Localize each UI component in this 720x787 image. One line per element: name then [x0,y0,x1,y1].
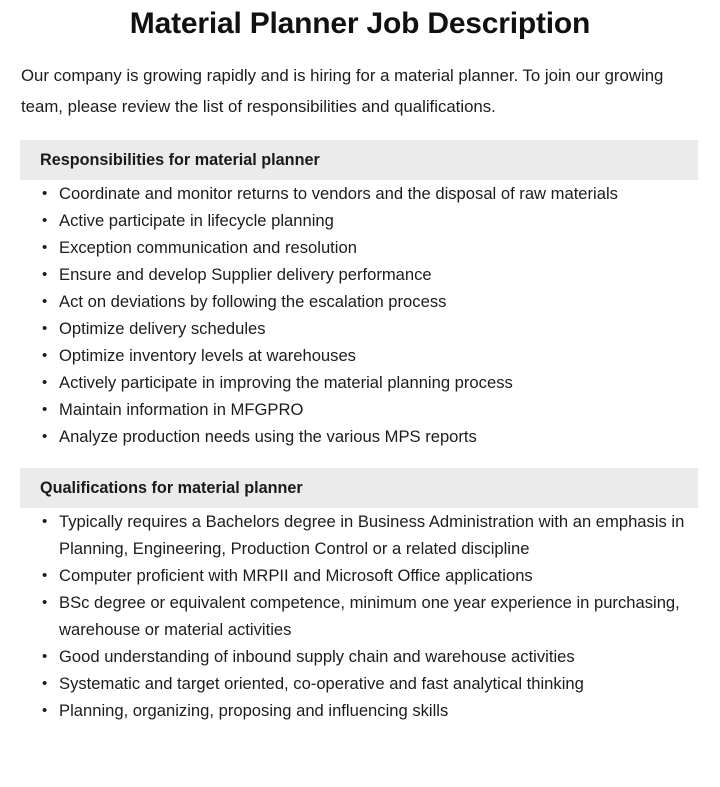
list-item: • Computer proficient with MRPII and Microsoft Office applications [0,562,720,589]
responsibilities-list [0,180,720,450]
list-item: • Systematic and target oriented, co-operative and fast analytical thinking [0,670,720,697]
page-title: Material Planner Job Description [129,7,591,40]
list-item: • Optimize delivery schedules [0,315,720,342]
responsibilities-section [0,140,720,450]
list-item: • Coordinate and monitor returns to vendors and the disposal of raw materials [0,180,720,207]
list-item: • Ensure and develop Supplier delivery performance [0,261,720,288]
list-item: • BSc degree or equivalent competence, minimum one year experience in purchasing, warehouse or material activities [0,589,720,643]
list-item: • Exception communication and resolution [0,234,720,261]
qualifications-header-wrap [0,468,720,508]
list-item: • Actively participate in improving the material planning process [0,369,720,396]
list-item: • Act on deviations by following the escalation process [0,288,720,315]
list-item: • Good understanding of inbound supply chain and warehouse activities [0,643,720,670]
intro-paragraph: Our company is growing rapidly and is hiring for a material planner. To join our growing team, please review the list of responsibilities and qualifications. [21,66,664,116]
qualifications-list [0,508,720,724]
section-header-qualifications: Qualifications for material planner [20,468,698,508]
responsibilities-header-wrap [0,140,720,180]
list-item: • Typically requires a Bachelors degree in Business Administration with an emphasis in Planning, Engineering, Production Control or a related discipline [0,508,720,562]
section-header-responsibilities: Responsibilities for material planner [20,140,698,180]
list-item: • Planning, organizing, proposing and influencing skills [0,697,720,724]
list-item: • Analyze production needs using the various MPS reports [0,423,720,450]
list-item: • Optimize inventory levels at warehouses [0,342,720,369]
list-item: • Active participate in lifecycle planning [0,207,720,234]
list-item: • Maintain information in MFGPRO [0,396,720,423]
qualifications-section [0,468,720,724]
